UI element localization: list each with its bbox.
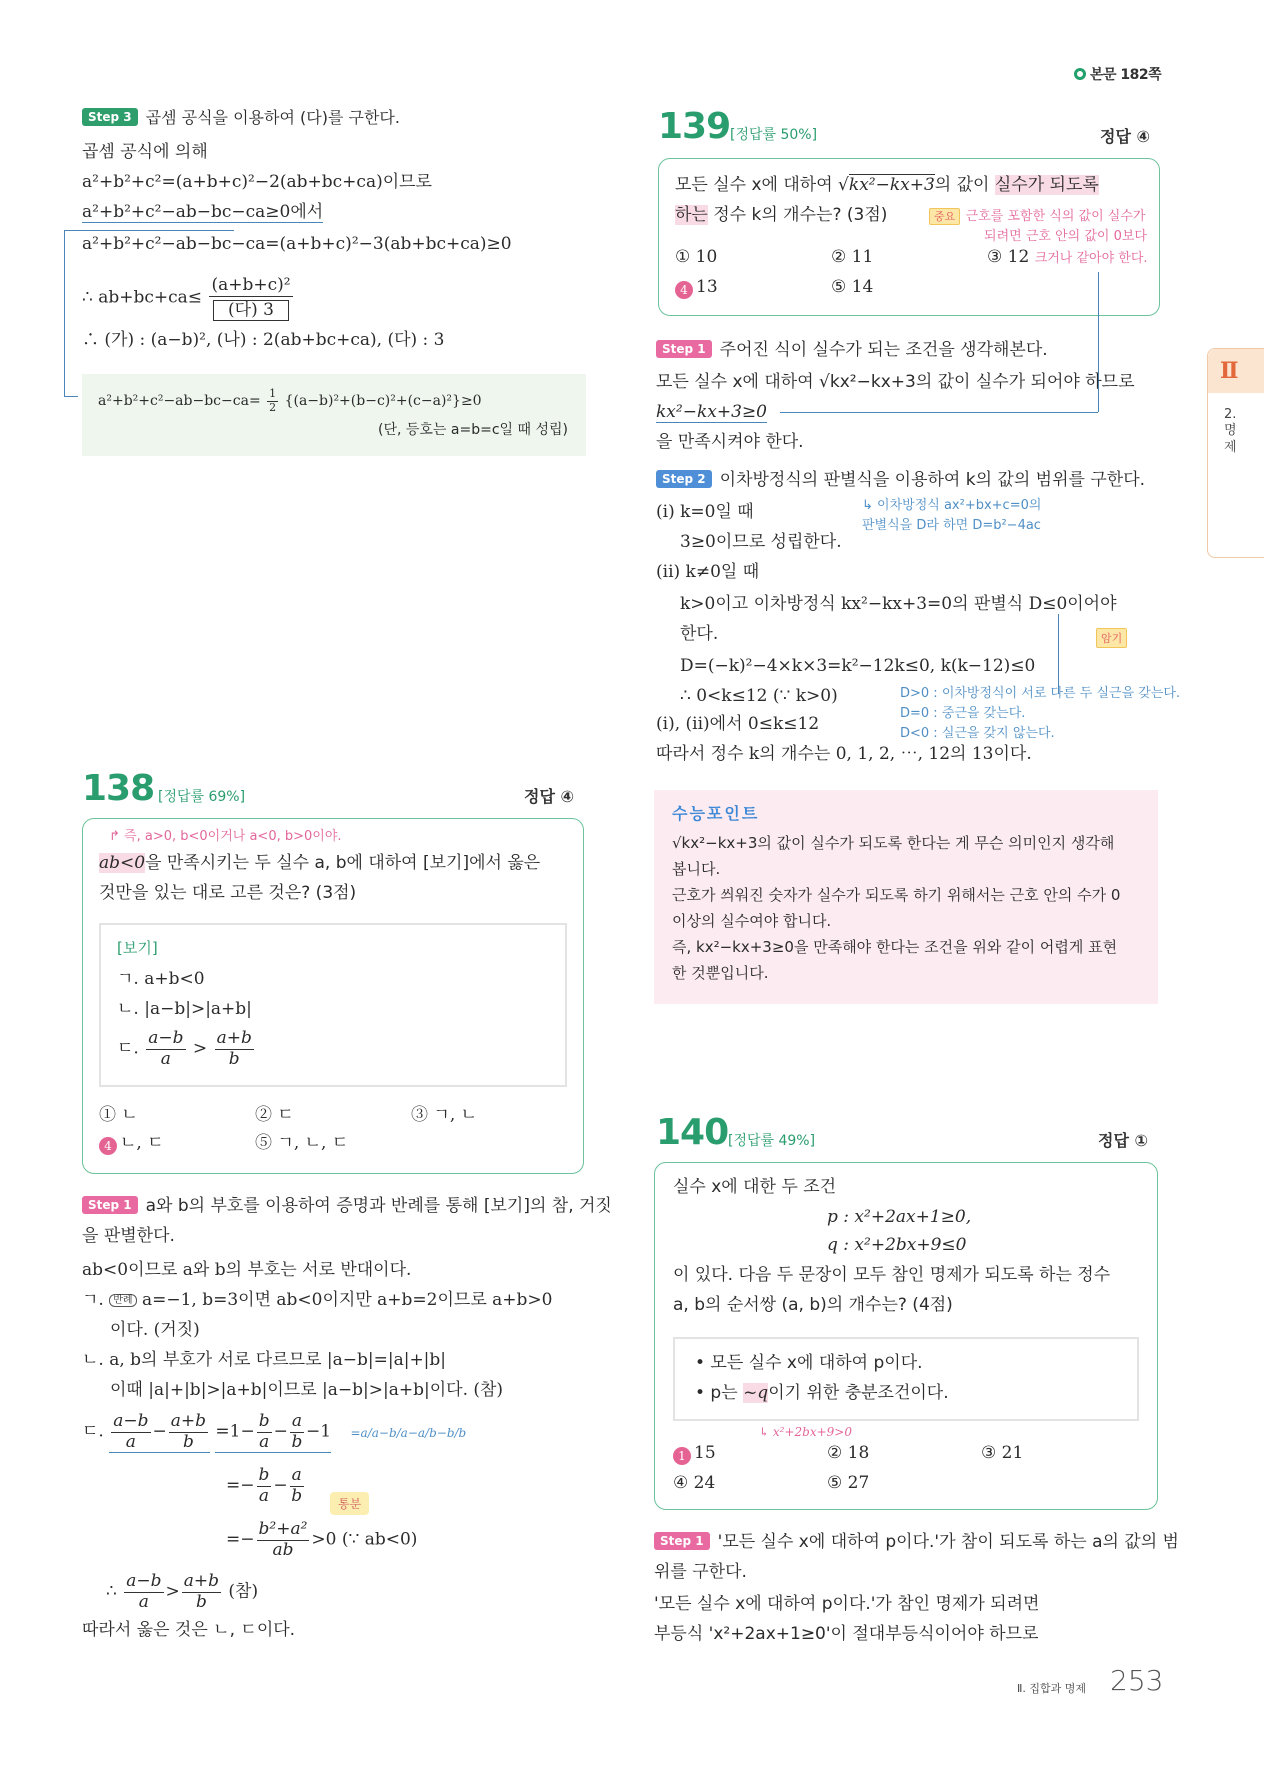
choice-1[interactable]: ① 10: [675, 247, 718, 267]
step-badge: Step 1: [656, 340, 712, 358]
formula-line: ∴ (가) : (a−b)², (나) : 2(ab+bc+ca), (다) : 3: [82, 330, 445, 350]
step2-heading: Step 2 이차방정식의 판별식을 이용하여 k의 값의 범위를 구한다.: [656, 470, 1145, 490]
text-line: ab<0이므로 a와 b의 부호는 서로 반대이다.: [82, 1260, 412, 1280]
choice-4-checked[interactable]: 4 13: [675, 277, 718, 299]
connector-line: [1058, 614, 1059, 694]
question-line: 실수 x에 대한 두 조건: [673, 1177, 837, 1197]
connector-line: [64, 230, 234, 231]
step1-heading: Step 1 '모든 실수 x에 대하여 p이다.'가 참이 되도록 하는 a의 값의 범: [654, 1532, 1179, 1552]
d-note: D=0 : 중근을 갖는다.: [900, 706, 1026, 721]
arrow-icon: ↳: [862, 498, 878, 513]
page-reference: 본문 182쪽: [1074, 64, 1161, 84]
choice-2[interactable]: ② 18: [827, 1443, 870, 1463]
connector-line: [64, 230, 65, 396]
correct-rate: [정답률 69%]: [158, 789, 246, 805]
text-line: 을 만족시켜야 한다.: [656, 432, 804, 452]
annotation: ↳ x²+2bx+9>0: [759, 1425, 852, 1439]
arrow-icon: ↳: [759, 1425, 773, 1439]
step1-heading: Step 1 a와 b의 부호를 이용하여 증명과 반례를 통해 [보기]의 참, 거짓: [82, 1196, 612, 1216]
tongbun-tag: 통분: [330, 1492, 369, 1515]
problem-box: [82, 818, 584, 1174]
formula-line: a²+b²+c²=(a+b+c)²−2(ab+bc+ca)이므로: [82, 172, 432, 192]
check-icon: 4: [99, 1137, 117, 1155]
correct-rate: [정답률 50%]: [730, 127, 818, 143]
text-line: 이다. (거짓): [110, 1320, 200, 1340]
text-line: (i), (ii)에서 0≤k≤12: [656, 714, 820, 734]
d-note: D>0 : 이차방정식이 서로 다른 두 실근을 갖는다.: [900, 686, 1181, 701]
condition-q: q : x²+2bx+9≤0: [827, 1235, 967, 1255]
csat-point-box: [654, 790, 1158, 1004]
chapter-side-tab[interactable]: [1207, 348, 1264, 558]
text-line: ∴ 0<k≤12 (∵ k>0): [680, 686, 838, 706]
choice-2[interactable]: ② ㄷ: [255, 1105, 294, 1125]
answer-label: 정답 ④: [1100, 127, 1151, 146]
note-box: [82, 374, 586, 456]
annotation: 되려면 근호 안의 값이 0보다: [984, 229, 1147, 244]
bogi-title: [보기]: [117, 939, 158, 957]
connector-arrow: [64, 396, 78, 397]
chapter-numeral: Ⅱ: [1208, 349, 1264, 393]
check-icon: 1: [673, 1447, 691, 1465]
conclusion: 따라서 옳은 것은 ㄴ, ㄷ이다.: [82, 1620, 296, 1640]
step-badge: Step 1: [654, 1532, 710, 1550]
choice-3[interactable]: ③ 12 크거나 같아야 한다.: [987, 247, 1148, 267]
point-line: 한 것뿐입니다.: [672, 964, 769, 982]
step-badge: Step 2: [656, 470, 712, 488]
memorize-tag: 암기: [1096, 628, 1127, 648]
choice-5[interactable]: ⑤ ㄱ, ㄴ, ㄷ: [255, 1133, 349, 1153]
formula-line: ㄷ. $\frac{a-b}{a}$ − $\frac{a+b}{b}$ =1− $\frac{b}{a}$ − $\frac{a}{b}$ −1 =a/a−b/a−a/b−b/b: [82, 1411, 467, 1452]
important-tag: 중요: [929, 208, 960, 225]
correct-rate: [정답률 49%]: [728, 1133, 816, 1149]
answer-box: (다) 3: [213, 300, 288, 322]
question-line: 이 있다. 다음 두 문장이 모두 참인 명제가 되도록 하는 정수: [673, 1265, 1111, 1285]
choice-4-checked[interactable]: 4 ㄴ, ㄷ: [99, 1133, 164, 1155]
formula-line: a²+b²+c²−ab−bc−ca=(a+b+c)²−3(ab+bc+ca)≥0: [82, 234, 512, 254]
page-number: 253: [1110, 1664, 1164, 1697]
question-line: ab<0을 만족시키는 두 실수 a, b에 대하여 [보기]에서 옳은: [99, 853, 541, 873]
text-line: (ii) k≠0일 때: [656, 562, 760, 582]
text-line: ㄱ. 반례 a=−1, b=3이면 ab<0이지만 a+b=2이므로 a+b>0: [82, 1290, 553, 1310]
point-line: √kx²−kx+3의 값이 실수가 되도록 한다는 게 무슨 의미인지 생각해: [672, 834, 1115, 852]
choice-4[interactable]: ④ 24: [673, 1473, 716, 1493]
answer-label: 정답 ①: [1098, 1131, 1149, 1150]
formula-line: kx²−kx+3≥0: [656, 402, 767, 422]
discriminant-note: 판별식을 D라 하면 D=b²−4ac: [862, 518, 1041, 533]
conclusion: 따라서 정수 k의 개수는 0, 1, 2, ⋯, 12의 13이다.: [656, 744, 1032, 764]
circle-icon: [1074, 68, 1086, 80]
choice-5[interactable]: ⑤ 27: [827, 1473, 870, 1493]
text-line: 곱셈 공식에 의해: [82, 142, 208, 162]
problem-number: 140: [656, 1112, 729, 1153]
text-line: '모든 실수 x에 대하여 p이다.'가 참인 명제가 되려면: [654, 1594, 1040, 1614]
connector-line: [780, 412, 1098, 413]
statement: • p는 ~q이기 위한 충분조건이다.: [695, 1383, 949, 1403]
choice-3[interactable]: ③ ㄱ, ㄴ: [411, 1105, 478, 1125]
problem-number: 138: [82, 768, 155, 809]
text-line: ㄴ. a, b의 부호가 서로 다르므로 |a−b|=|a|+|b|: [82, 1350, 447, 1370]
step3-heading: Step 3 곱셈 공식을 이용하여 (다)를 구한다.: [82, 108, 400, 127]
point-line: 봅니다.: [672, 860, 721, 878]
step-badge: Step 1: [82, 1196, 138, 1214]
bogi-item: ㄷ. $\frac{a-b}{a}$ > $\frac{a+b}{b}$: [117, 1028, 252, 1069]
question-line: a, b의 순서쌍 (a, b)의 개수는? (4점): [673, 1295, 953, 1315]
side-note: =a/a−b/a−a/b−b/b: [350, 1425, 467, 1440]
problem-box: [654, 1162, 1158, 1510]
check-icon: 4: [675, 281, 693, 299]
choice-3[interactable]: ③ 21: [981, 1443, 1024, 1463]
text-line: (i) k=0일 때: [656, 502, 754, 522]
bogi-item: ㄱ. a+b<0: [117, 969, 205, 989]
problem-box: [658, 158, 1160, 316]
choice-5[interactable]: ⑤ 14: [831, 277, 874, 297]
text-line: k>0이고 이차방정식 kx²−kx+3=0의 판별식 D≤0이어야: [680, 594, 1117, 614]
condition-p: p : x²+2ax+1≥0,: [827, 1207, 972, 1227]
annotation: ↱ 즉, a>0, b<0이거나 a<0, b>0이야.: [109, 829, 342, 844]
counterexample-tag: 반례: [109, 1294, 136, 1307]
text-line: 3≥0이므로 성립한다.: [680, 532, 842, 552]
formula-line: ∴ $\frac{a-b}{a}$ > $\frac{a+b}{b}$ (참): [106, 1571, 259, 1612]
discriminant-note: ↳ 이차방정식 ax²+bx+c=0의: [862, 498, 1042, 513]
text-line: 부등식 'x²+2ax+1≥0'이 절대부등식이어야 하므로: [654, 1624, 1039, 1644]
question-line: 모든 실수 x에 대하여 √kx²−kx+3의 값이 실수가 되도록: [675, 175, 1099, 195]
formula-line: ∴ ab+bc+ca≤ $\frac{\text{(a+b+c)²}}{\text{(다) 3}}$: [82, 275, 291, 320]
point-line: 즉, kx²−kx+3≥0을 만족해야 한다는 조건을 위와 같이 어렵게 표현: [672, 938, 1118, 956]
question-line: 하는 정수 k의 개수는? (3점): [675, 205, 888, 225]
question-line: 것만을 있는 대로 고른 것은? (3점): [99, 883, 357, 903]
text-line: 을 판별한다.: [82, 1226, 175, 1246]
bogi-box: [99, 923, 567, 1087]
chapter-footer-label: Ⅱ. 집합과 명제: [1017, 1682, 1087, 1695]
formula-line-underlined: a²+b²+c²−ab−bc−ca≥0에서: [82, 202, 324, 222]
step-badge: Step 3: [82, 108, 138, 126]
text-line: 모든 실수 x에 대하여 √kx²−kx+3의 값이 실수가 되어야 하므로: [656, 372, 1135, 392]
text-line: 위를 구한다.: [654, 1562, 747, 1582]
statement-box: [673, 1337, 1139, 1421]
choice-1[interactable]: ① ㄴ: [99, 1105, 138, 1125]
point-line: 근호가 씌워진 숫자가 실수가 되도록 하기 위해서는 근호 안의 수가 0: [672, 886, 1121, 904]
d-note: D<0 : 실근을 갖지 않는다.: [900, 726, 1055, 741]
formula-line: =− $\frac{\text{b²+a²}}{ab}$ >0 (∵ ab<0): [226, 1519, 418, 1560]
fraction: $\frac{\text{(a+b+c)²}}{\text{(다) 3}}$: [211, 275, 291, 320]
statement: • 모든 실수 x에 대하여 p이다.: [695, 1353, 923, 1373]
text-line: 한다.: [680, 624, 719, 644]
formula-line: =− $\frac{b}{a}$ − $\frac{a}{b}$: [226, 1465, 303, 1506]
text-line: 이때 |a|+|b|>|a+b|이므로 |a−b|>|a+b|이다. (참): [110, 1380, 504, 1400]
point-line: 이상의 실수여야 합니다.: [672, 912, 832, 930]
bogi-item: ㄴ. |a−b|>|a+b|: [117, 999, 252, 1019]
answer-label: 정답 ④: [524, 787, 575, 806]
point-title: 수능포인트: [672, 804, 760, 823]
section-label: 2. 명제: [1224, 407, 1237, 455]
note-condition: (단, 등호는 a=b=c일 때 성립): [378, 422, 568, 438]
choice-2[interactable]: ② 11: [831, 247, 874, 267]
text-line: D=(−k)²−4×k×3=k²−12k≤0, k(k−12)≤0: [680, 656, 1036, 676]
problem-number: 139: [658, 106, 731, 147]
choice-1-checked[interactable]: 1 15: [673, 1443, 716, 1465]
note-formula: a²+b²+c²−ab−bc−ca= $\frac{1}{2}$ {(a−b)²+(b−c)²+(c−a)²}≥0: [98, 387, 482, 414]
step1-heading: Step 1 주어진 식이 실수가 되는 조건을 생각해본다.: [656, 340, 1048, 360]
arrow-icon: ↱: [109, 829, 125, 844]
important-note: 중요 근호를 포함한 식의 값이 실수가: [929, 205, 1145, 225]
